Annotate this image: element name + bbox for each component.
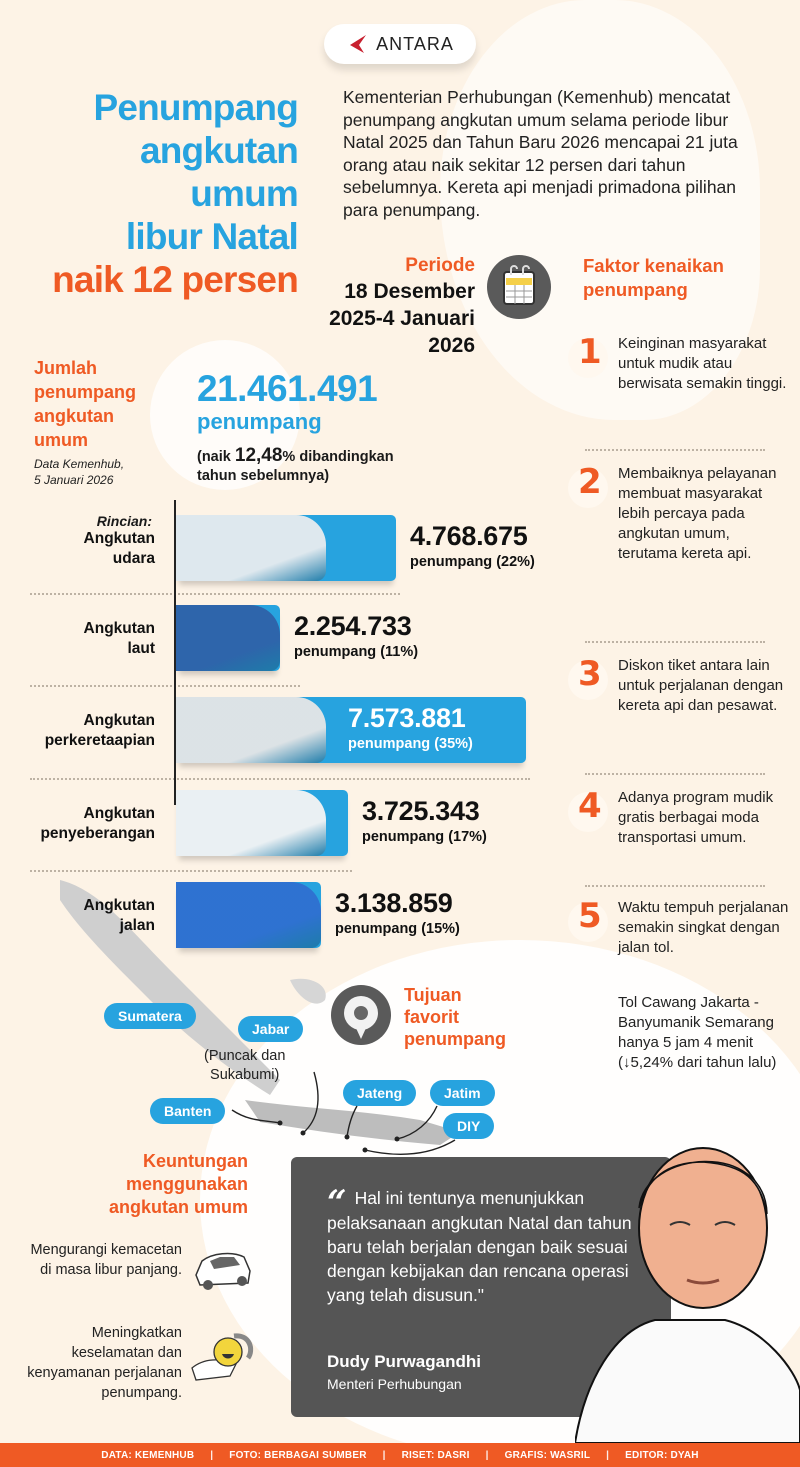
destination-banten[interactable]: Banten bbox=[150, 1098, 225, 1124]
location-pin-icon bbox=[331, 985, 391, 1045]
factor-number: 5 bbox=[572, 898, 612, 938]
factor-number: 2 bbox=[572, 464, 612, 504]
title-highlight: naik 12 persen bbox=[52, 259, 298, 300]
faktor-title-line: Faktor kenaikan bbox=[583, 255, 724, 276]
separator: | bbox=[210, 1449, 214, 1461]
bar-value-label: 7.573.881 bbox=[348, 703, 466, 733]
benefit-item: Mengurangi kemacetan di masa libur panjang. bbox=[30, 1242, 182, 1278]
factor-item bbox=[572, 788, 792, 848]
bar-value-label: 3.138.859 bbox=[335, 888, 453, 918]
bar-value-label: 2.254.733 bbox=[294, 611, 412, 641]
separator: | bbox=[606, 1449, 610, 1461]
total-unit: penumpang bbox=[197, 409, 322, 434]
bar-percent-label: penumpang (17%) bbox=[362, 829, 487, 845]
destination-sumatera[interactable]: Sumatera bbox=[104, 1003, 196, 1029]
chart-title: Rincian: bbox=[96, 513, 152, 529]
bar-value-label: 4.768.675 bbox=[410, 521, 528, 551]
benefit-item: Meningkatkan keselamatan dan kenyamanan perjalanan penumpang. bbox=[27, 1325, 182, 1401]
divider bbox=[585, 641, 765, 643]
total-growth-note: (naik 12,48% dibandingkan tahun sebelumnya) bbox=[197, 445, 394, 484]
title-line: angkutan bbox=[139, 130, 298, 171]
credit-grafis: GRAFIS: WASRIL bbox=[504, 1449, 591, 1461]
factor-text: Membaiknya pelayanan membuat masyarakat lebih percaya pada angkutan umum, terutama kereta api. bbox=[618, 465, 777, 562]
bus-icon bbox=[176, 882, 321, 948]
bar-jalan bbox=[176, 882, 321, 948]
chart-axis bbox=[174, 500, 176, 805]
row-divider bbox=[30, 778, 530, 780]
category-label: Angkutan perkeretaapian bbox=[44, 712, 155, 749]
row-divider bbox=[30, 685, 300, 687]
destination-jateng[interactable]: Jateng bbox=[343, 1080, 416, 1106]
divider bbox=[585, 885, 765, 887]
factor-item bbox=[572, 464, 792, 564]
quote-body: Hal ini tentunya menunjukkan pelaksanaan angkutan Natal dan tahun baru telah berjalan dengan baik sesuai dengan kebijakan dan rencana operasi yang telah disusun." bbox=[327, 1188, 632, 1305]
factor-number: 1 bbox=[572, 334, 612, 374]
antara-logo[interactable] bbox=[324, 24, 476, 64]
separator: | bbox=[485, 1449, 489, 1461]
airplane-icon bbox=[176, 515, 326, 581]
credit-riset: RISET: DASRI bbox=[401, 1449, 470, 1461]
row-divider bbox=[30, 870, 352, 872]
factor-item bbox=[572, 898, 792, 958]
factor-text: Keinginan masyarakat untuk mudik atau berwisata semakin tinggi. bbox=[618, 335, 787, 392]
factor-item bbox=[572, 334, 792, 394]
keuntungan-heading: Keuntungan menggunakan angkutan umum bbox=[108, 1151, 248, 1217]
faktor-title bbox=[583, 254, 724, 302]
row-divider bbox=[30, 593, 400, 595]
bar-percent-label: penumpang (11%) bbox=[294, 644, 419, 660]
credit-editor: EDITOR: DYAH bbox=[625, 1449, 699, 1461]
destination-diy[interactable]: DIY bbox=[443, 1113, 494, 1139]
bar-value-label: 3.725.343 bbox=[362, 796, 480, 826]
periode-line: 2025-4 Januari bbox=[329, 307, 475, 330]
faktor-title-line: penumpang bbox=[583, 279, 688, 300]
factor-text: Waktu tempuh perjalanan semakin singkat dengan jalan tol. bbox=[618, 899, 789, 956]
bar-percent-label: penumpang (35%) bbox=[348, 736, 473, 752]
factor-note: Tol Cawang Jakarta - Banyumanik Semarang hanya 5 jam 4 menit (↓5,24% dari tahun lalu) bbox=[618, 994, 777, 1071]
jumlah-source: Data Kemenhub, 5 Januari 2026 bbox=[34, 457, 125, 487]
factor-number: 3 bbox=[572, 656, 612, 696]
title-line: libur Natal bbox=[125, 216, 298, 257]
bar-percent-label: penumpang (15%) bbox=[335, 921, 460, 937]
quote-mark-icon: “ bbox=[327, 1183, 347, 1223]
separator: | bbox=[382, 1449, 386, 1461]
title-line: umum bbox=[190, 173, 298, 214]
periode-line: 2026 bbox=[428, 334, 475, 357]
category-label: Angkutan jalan bbox=[83, 897, 155, 934]
growth-value: 12,48 bbox=[234, 445, 283, 466]
quote-author-role: Menteri Perhubungan bbox=[327, 1376, 462, 1392]
quote-author: Dudy Purwagandhi bbox=[327, 1352, 481, 1371]
factor-number: 4 bbox=[572, 788, 612, 828]
antara-logo-icon bbox=[346, 32, 370, 56]
bar-percent-label: penumpang (22%) bbox=[410, 554, 535, 570]
divider bbox=[585, 449, 765, 451]
factor-item bbox=[572, 656, 792, 716]
bar-laut bbox=[176, 605, 280, 671]
bar-penyeberangan bbox=[176, 790, 348, 856]
train-icon bbox=[176, 697, 326, 763]
total-passengers: 21.461.491 bbox=[197, 368, 378, 409]
category-label: Angkutan laut bbox=[83, 620, 155, 657]
ship-icon bbox=[176, 605, 280, 671]
minister-portrait bbox=[575, 1130, 800, 1443]
periode-block bbox=[329, 254, 475, 359]
periode-line: 18 Desember bbox=[344, 280, 475, 303]
credit-data: DATA: KEMENHUB bbox=[101, 1449, 195, 1461]
logo-text: ANTARA bbox=[376, 33, 454, 54]
car-icon bbox=[190, 1245, 256, 1293]
page-title bbox=[52, 86, 298, 301]
credit-foto: FOTO: BERBAGAI SUMBER bbox=[229, 1449, 367, 1461]
periode-label: Periode bbox=[405, 255, 475, 276]
intro-paragraph: Kementerian Perhubungan (Kemenhub) mencatat penumpang angkutan umum selama periode libur Natal 2025 dan Tahun Baru 2026 mencapai 21 juta orang atau naik sekitar 12 persen dari tahun sebelumnya. Kereta api menjadi primadona pilihan para penumpang. bbox=[343, 87, 738, 220]
jumlah-heading: Jumlah penumpang angkutan umum bbox=[34, 358, 136, 450]
ferry-icon bbox=[176, 790, 326, 856]
category-label: Angkutan udara bbox=[83, 530, 155, 567]
factor-text: Diskon tiket antara lain untuk perjalanan dengan kereta api dan pesawat. bbox=[618, 657, 784, 714]
calendar-icon bbox=[487, 255, 551, 319]
credits-footer bbox=[0, 1443, 800, 1467]
destination-jatim[interactable]: Jatim bbox=[430, 1080, 495, 1106]
tujuan-heading: Tujuan favorit penumpang bbox=[404, 985, 506, 1049]
hand-smiley-icon bbox=[190, 1328, 260, 1384]
divider bbox=[585, 773, 765, 775]
bar-udara bbox=[176, 515, 396, 581]
jabar-note: (Puncak dan Sukabumi) bbox=[204, 1048, 286, 1083]
destination-jabar[interactable]: Jabar bbox=[238, 1016, 303, 1042]
category-label: Angkutan penyeberangan bbox=[40, 805, 155, 842]
title-line: Penumpang bbox=[93, 87, 298, 128]
factor-text: Adanya program mudik gratis berbagai moda transportasi umum. bbox=[618, 789, 774, 846]
